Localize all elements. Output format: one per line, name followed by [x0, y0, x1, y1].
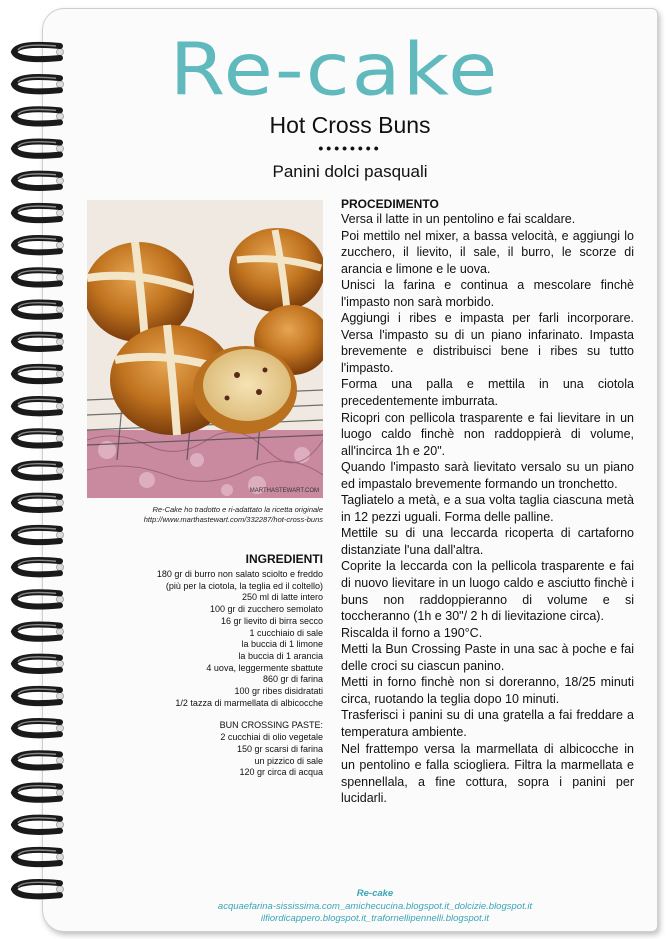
binding-ring [14, 657, 64, 671]
ingredient-item: 100 gr ribes disidratati [234, 686, 323, 697]
photo-watermark: MARTHASTEWART.COM [249, 488, 319, 494]
binding-ring [14, 109, 64, 123]
binding-ring [14, 141, 64, 155]
procedure-step: Forma una palla e mettila in una ciotola precedentemente imburrata. [341, 377, 634, 409]
procedure-step: Metti la Bun Crossing Paste in una sac à poche e fai delle croci su ciascun panino. [341, 642, 634, 673]
paste-item: 2 cucchiai di olio vegetale [220, 732, 323, 743]
ingredient-item: la buccia di 1 limone [241, 639, 323, 650]
footer-blogs-2[interactable]: ilfiordicappero.blogspot.it_trafornellipennelli.blogspot.it [260, 913, 490, 924]
procedure [341, 197, 634, 807]
binding-ring [14, 882, 64, 896]
ingredient-item: 1/2 tazza di marmellata di albicocche [175, 697, 323, 708]
binding-ring [14, 496, 64, 510]
recipe-subtitle: Panini dolci pasquali [272, 162, 428, 181]
recipe-title: Hot Cross Buns [269, 112, 431, 138]
ingredient-item: 1 cucchiaio di sale [249, 627, 323, 638]
ingredients-list [100, 569, 323, 779]
binding-ring [14, 270, 64, 284]
procedure-step: Mettile su di una leccarda ricoperta di cartaforno distanziate l'una dall'altra. [341, 526, 634, 557]
binding-ring [14, 689, 64, 703]
procedure-step: Ricopri con pellicola trasparente e fai lievitare in un luogo caldo finchè non raddoppierà di volume, all'incirca 1h e 20". [341, 410, 634, 458]
brand-title: Re-cake [169, 27, 500, 112]
ingredients-heading: INGREDIENTI [245, 552, 323, 566]
procedure-step: Riscalda il forno a 190°C. [341, 625, 483, 640]
binding-ring [14, 753, 64, 767]
footer-brand: Re-cake [356, 888, 394, 899]
binding-ring [14, 335, 64, 349]
binding-ring [14, 624, 64, 638]
binding-ring [14, 528, 64, 542]
binding-ring [14, 785, 64, 799]
ingredient-item: (più per la ciotola, la teglia ed il coltello) [165, 580, 323, 591]
binding-ring [14, 463, 64, 477]
procedure-step: Metti in forno finchè non si doreranno, 18/25 minuti circa, ruotando la teglia dopo 10 minuti. [341, 675, 634, 706]
binding-ring [14, 238, 64, 252]
caption-link[interactable]: http://www.marthastewart.com/332287/hot-cross-buns [143, 515, 323, 524]
binding-ring [14, 592, 64, 606]
procedure-step: Trasferisci i panini su di una gratella a fai freddare a temperatura ambiente. [341, 708, 634, 739]
procedure-step: Unisci la farina e continua a mescolare finchè l'impasto non sarà morbido. [341, 278, 634, 309]
procedure-step: Tagliatelo a metà, e a sua volta taglia ciascuna metà in 12 pezzi uguali. Forma delle palline. [341, 493, 634, 524]
binding-ring [14, 560, 64, 574]
ingredient-item: 100 gr di zucchero semolato [209, 604, 323, 615]
photo-caption [87, 505, 323, 525]
ingredient-item: 250 ml di latte intero [241, 592, 323, 603]
footer [100, 888, 650, 926]
ingredient-item: la buccia di 1 arancia [238, 650, 323, 661]
ingredient-item: 860 gr di farina [262, 674, 323, 685]
procedure-step: Versa il latte in un pentolino e fai scaldare. [341, 212, 576, 226]
spiral-binding [0, 0, 70, 939]
ingredient-item: 4 uova, leggermente sbattute [206, 662, 323, 673]
binding-ring [14, 431, 64, 445]
procedure-step: Quando l'impasto sarà lievitato versalo su un piano ed impastalo brevemente formando un tronchetto. [341, 460, 634, 491]
title-dots: •••••••• [318, 140, 382, 156]
paste-heading: BUN CROSSING PASTE: [219, 720, 323, 731]
procedure-step: Coprite la leccarda con la pellicola trasparente e fai di nuovo lievitare in un luogo caldo e asciutto finchè i buns non raddoppieranno di volume e si toccheranno (1h e 30"/ 2 h di lievitazione circa). [341, 559, 634, 624]
paste-item: un pizzico di sale [254, 755, 323, 766]
ingredient-item: 180 gr di burro non salato sciolto e freddo [156, 569, 323, 579]
procedure-step: Poi mettilo nel mixer, a bassa velocità, e aggiungi lo zucchero, il lievito, il sale, il burro, le scorze di arancia e limone e le uova. [341, 228, 634, 276]
procedure-heading: PROCEDIMENTO [341, 197, 439, 211]
ingredient-item: 16 gr lievito di birra secco [220, 615, 323, 626]
binding-ring [14, 174, 64, 188]
binding-ring [14, 206, 64, 220]
procedure-step: Aggiungi i ribes e impasta per farli incorporare. Versa l'impasto su di un piano infarinato. Impasta brevemente e distribuisci bene i ribes su tutto l'impasto. [341, 311, 634, 375]
hot-cross-buns-photo [87, 200, 323, 498]
paste-item: 150 gr scarsi di farina [236, 743, 323, 754]
binding-ring [14, 850, 64, 864]
procedure-step: Nel frattempo versa la marmellata di albicocche in un pentolino e falla sciogliera. Filtra la marmellata e spennellala, a fine cottura, sopra i panini per lucidarli. [341, 741, 634, 806]
binding-ring [14, 721, 64, 735]
caption-credit: Re-Cake ho tradotto e ri-adattato la ricetta originale [152, 505, 323, 514]
footer-blogs-1[interactable]: acquaefarina-sississima.com_amichecucina.blogspot.it_dolcizie.blogspot.it [217, 900, 533, 912]
paste-item: 120 gr circa di acqua [239, 767, 323, 778]
binding-ring [14, 399, 64, 413]
binding-ring [14, 818, 64, 832]
binding-ring [14, 302, 64, 316]
binding-ring [14, 367, 64, 381]
